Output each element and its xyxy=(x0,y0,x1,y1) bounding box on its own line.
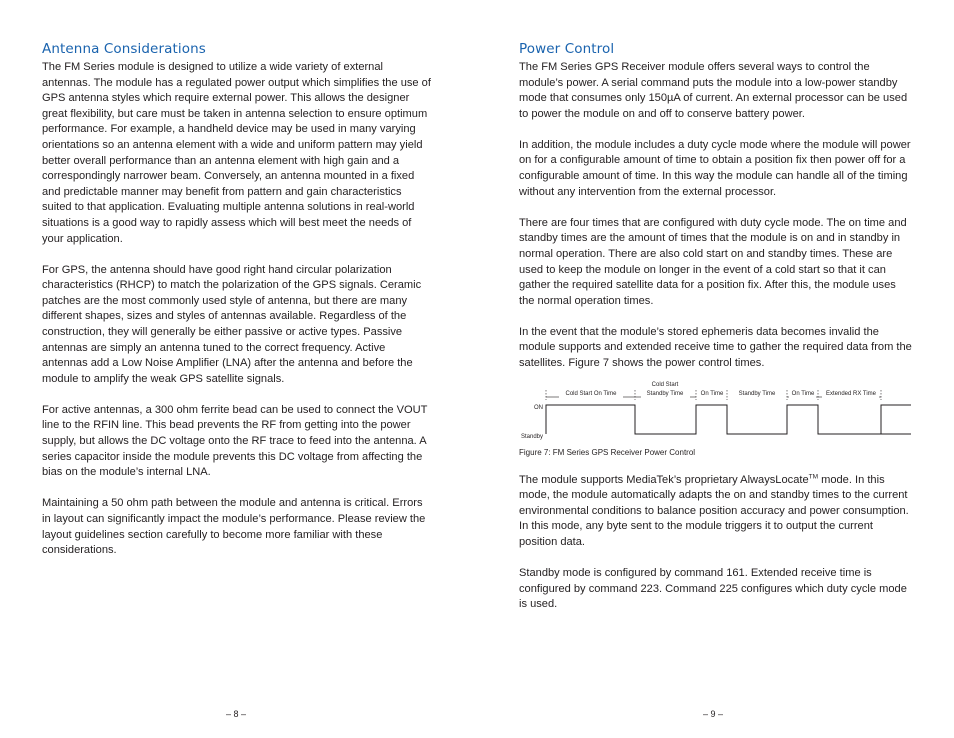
label-standby-level: Standby xyxy=(521,433,544,440)
antenna-paragraph-3: For active antennas, a 300 ohm ferrite bead can be used to connect the VOUT line to the RFIN line. This bead prevents the RF from getting into the power supply, but allows the DC voltage onto the RF trace to feed into the antenna. A series capacitor inside the module prevents this DC voltage from affecting the bias on the module’s internal LNA. xyxy=(42,403,428,479)
label-on-level: ON xyxy=(534,404,543,411)
label-standby-time: Standby Time xyxy=(738,390,776,397)
alwayslocate-text-before: The module supports MediaTek’s proprietary AlwaysLocate xyxy=(519,473,809,486)
label-extended-rx-time: Extended RX Time xyxy=(825,390,877,397)
page-number-left: – 8 – xyxy=(226,709,247,719)
timing-diagram-svg xyxy=(519,378,913,442)
power-waveform xyxy=(546,405,911,434)
alwayslocate-paragraph xyxy=(519,473,913,551)
power-control-timing-diagram xyxy=(519,378,913,442)
antenna-paragraph-2: For GPS, the antenna should have good right hand circular polarization characteristics (RHCP) to match the polarization of the GPS signals. Ceramic patches are the most commonly used style of antenna, but there are many different shapes, sizes and styles of antennas available. Regardless of the construction, they will generally be either passive or active types. Passive antennas are simply an antenna tuned to the correct frequency. Active antennas add a Low Noise Amplifier (LNA) after the antenna and before the module to amplify the weak GPS satellite signals. xyxy=(42,263,422,385)
power-paragraph-1: The FM Series GPS Receiver module offers several ways to control the module’s power. A serial command puts the module into a low-power standby mode that consumes only 150µA of current. An external processor can be used to power the module on and off to conserve battery power. xyxy=(519,61,908,120)
label-cold-start-on-time: Cold Start On Time xyxy=(565,390,617,397)
antenna-paragraph-1: The FM Series module is designed to utilize a wide variety of external antennas. The module has a regulated power output which simplifies the use of GPS antenna styles which require external power. This allows the designer great flexibility, but care must be taken in antenna selection to ensure optimum performance. For example, a handheld device may be used in many varying orientations so an antenna element with a wide and uniform pattern may yield better overall performance than an antenna element with high gain and a correspondingly narrower beam. Conversely, an antenna mounted in a fixed and predictable manner may benefit from pattern and gain characteristics suited to that application. Evaluating multiple antenna solutions in real-world situations is a good way to rapidly assess which will best meet the needs of your application. xyxy=(42,61,431,245)
alwayslocate-text-after: mode. In this mode, the module automatically adapts the on and standby times to the current environmental conditions to balance position accuracy and power consumption. In this mode, any byte sent to the module triggers it to output the current position data. xyxy=(519,473,909,548)
right-page xyxy=(519,40,913,628)
trademark-superscript: TM xyxy=(808,472,819,480)
label-cold-start-standby-line2: Standby Time xyxy=(646,390,684,397)
label-cold-start-standby-line1: Cold Start xyxy=(651,381,679,388)
power-paragraph-4: In the event that the module’s stored ephemeris data becomes invalid the module supports and extended receive time to gather the required data from the satellites. Figure 7 shows the power control times. xyxy=(519,325,912,369)
antenna-considerations-heading: Antenna Considerations xyxy=(42,41,206,57)
label-on-time-1: On Time xyxy=(700,390,724,397)
power-control-heading: Power Control xyxy=(519,41,615,57)
power-paragraph-3: There are four times that are configured with duty cycle mode. The on time and standby times are the amount of times that the module is on and in standby in normal operation. There are also cold start on and standby times. These are used to keep the module on longer in the event of a cold start so that it can gather the required satellite data for a position fix. After this, the module uses the normal operation times. xyxy=(519,216,907,307)
power-paragraph-2: In addition, the module includes a duty cycle mode where the module will power on for a configurable amount of time to obtain a position fix then power off for a configurable amount of time. In this way the module can handle all of the timing without any intervention from the external processor. xyxy=(519,138,911,198)
figure-caption: Figure 7: FM Series GPS Receiver Power Control xyxy=(519,447,696,457)
command-paragraph: Standby mode is configured by command 161. Extended receive time is configured by command 223. Command 225 configures which duty cycle mode is used. xyxy=(519,567,907,611)
label-on-time-2: On Time xyxy=(791,390,815,397)
antenna-paragraph-4: Maintaining a 50 ohm path between the module and antenna is critical. Errors in layout can significantly impact the module’s performance. Please review the layout guidelines section carefully to become more familiar with these considerations. xyxy=(42,497,426,557)
page-number-right: – 9 – xyxy=(703,709,724,719)
left-page xyxy=(42,40,434,574)
